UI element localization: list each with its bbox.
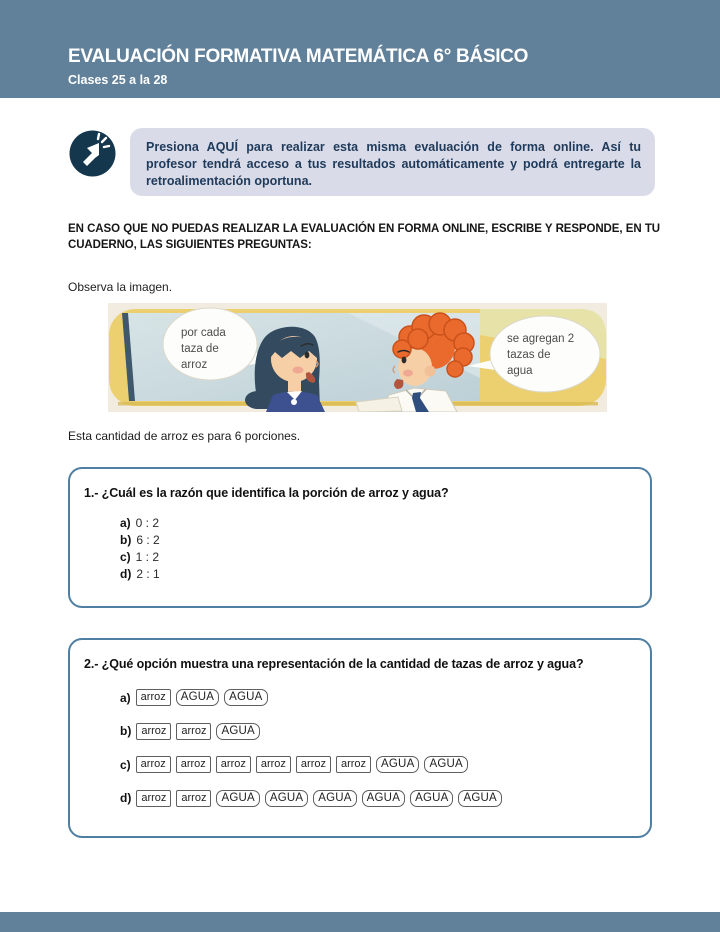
option-value: 0 : 2 [135, 516, 160, 530]
instructions-text: EN CASO QUE NO PUEDAS REALIZAR LA EVALUACIÓN EN FORMA ONLINE, ESCRIBE Y RESPONDE, EN TU CUADERNO, LAS SIGUIENTES PREGUNTAS: [68, 223, 660, 251]
option-value: 1 : 2 [135, 550, 160, 564]
svg-text:se agregan 2: se agregan 2 [507, 333, 575, 345]
option-row [120, 723, 502, 740]
token-arroz: arroz [216, 756, 251, 773]
token-arroz: arroz [296, 756, 331, 773]
click-cursor-icon[interactable] [69, 130, 116, 177]
question-2-box [68, 638, 652, 838]
option-row [120, 549, 160, 566]
token-arroz: arroz [136, 689, 171, 706]
option-value: 6 : 2 [136, 533, 160, 547]
token-agua: AGUA [362, 790, 405, 807]
option-label: c) [120, 757, 131, 772]
token-arroz: arroz [176, 790, 211, 807]
token-arroz: arroz [176, 723, 211, 740]
option-label: d) [120, 791, 132, 805]
option-value: 2 : 1 [136, 567, 160, 581]
page-title: EVALUACIÓN FORMATIVA MATEMÁTICA 6° BÁSICO [68, 46, 529, 67]
option-row [120, 689, 502, 706]
token-agua: AGUA [313, 790, 356, 807]
token-agua: AGUA [176, 689, 219, 706]
token-agua: AGUA [424, 756, 467, 773]
option-label: a) [120, 516, 131, 530]
question-1-title: 1.- ¿Cuál es la razón que identifica la porción de arroz y agua? [84, 486, 449, 500]
token-arroz: arroz [136, 756, 171, 773]
token-arroz: arroz [136, 790, 171, 807]
caption-text: Esta cantidad de arroz es para 6 porciones. [68, 429, 301, 443]
token-agua: AGUA [216, 790, 259, 807]
svg-text:tazas de: tazas de [507, 349, 551, 361]
callout-text: Presiona AQUÍ para realizar esta misma evaluación de forma online. Así tu profesor tendrá acceso a tus resultados automáticamente y podrá entregarte la retroalimentación oportuna. [146, 140, 641, 188]
option-row [120, 566, 160, 583]
option-label: b) [120, 533, 132, 547]
question-2-title: 2.- ¿Qué opción muestra una representación de la cantidad de tazas de arroz y agua? [84, 657, 584, 671]
svg-text:arroz: arroz [181, 359, 208, 371]
token-agua: AGUA [458, 790, 501, 807]
svg-text:agua: agua [507, 365, 533, 377]
header-band [0, 0, 720, 98]
option-label: d) [120, 567, 132, 581]
token-arroz: arroz [176, 756, 211, 773]
token-agua: AGUA [410, 790, 453, 807]
online-evaluation-callout[interactable] [130, 128, 655, 196]
token-agua: AGUA [376, 756, 419, 773]
question-2-options [120, 689, 502, 807]
option-row [120, 790, 502, 807]
observe-label: Observa la imagen. [68, 280, 173, 294]
option-label: c) [120, 550, 131, 564]
footer-band [0, 912, 720, 932]
token-arroz: arroz [136, 723, 171, 740]
svg-text:taza de: taza de [181, 343, 219, 355]
page-subtitle: Clases 25 a la 28 [68, 73, 168, 87]
question-1-options [120, 515, 160, 583]
token-arroz: arroz [336, 756, 371, 773]
token-agua: AGUA [224, 689, 267, 706]
option-label: a) [120, 690, 131, 705]
svg-text:por cada: por cada [181, 327, 226, 339]
option-label: b) [120, 724, 132, 738]
token-arroz: arroz [256, 756, 291, 773]
token-agua: AGUA [265, 790, 308, 807]
option-row [120, 532, 160, 549]
option-row [120, 515, 160, 532]
question-1-box [68, 467, 652, 608]
token-agua: AGUA [216, 723, 259, 740]
option-row [120, 756, 502, 773]
cartoon-image [108, 303, 607, 412]
